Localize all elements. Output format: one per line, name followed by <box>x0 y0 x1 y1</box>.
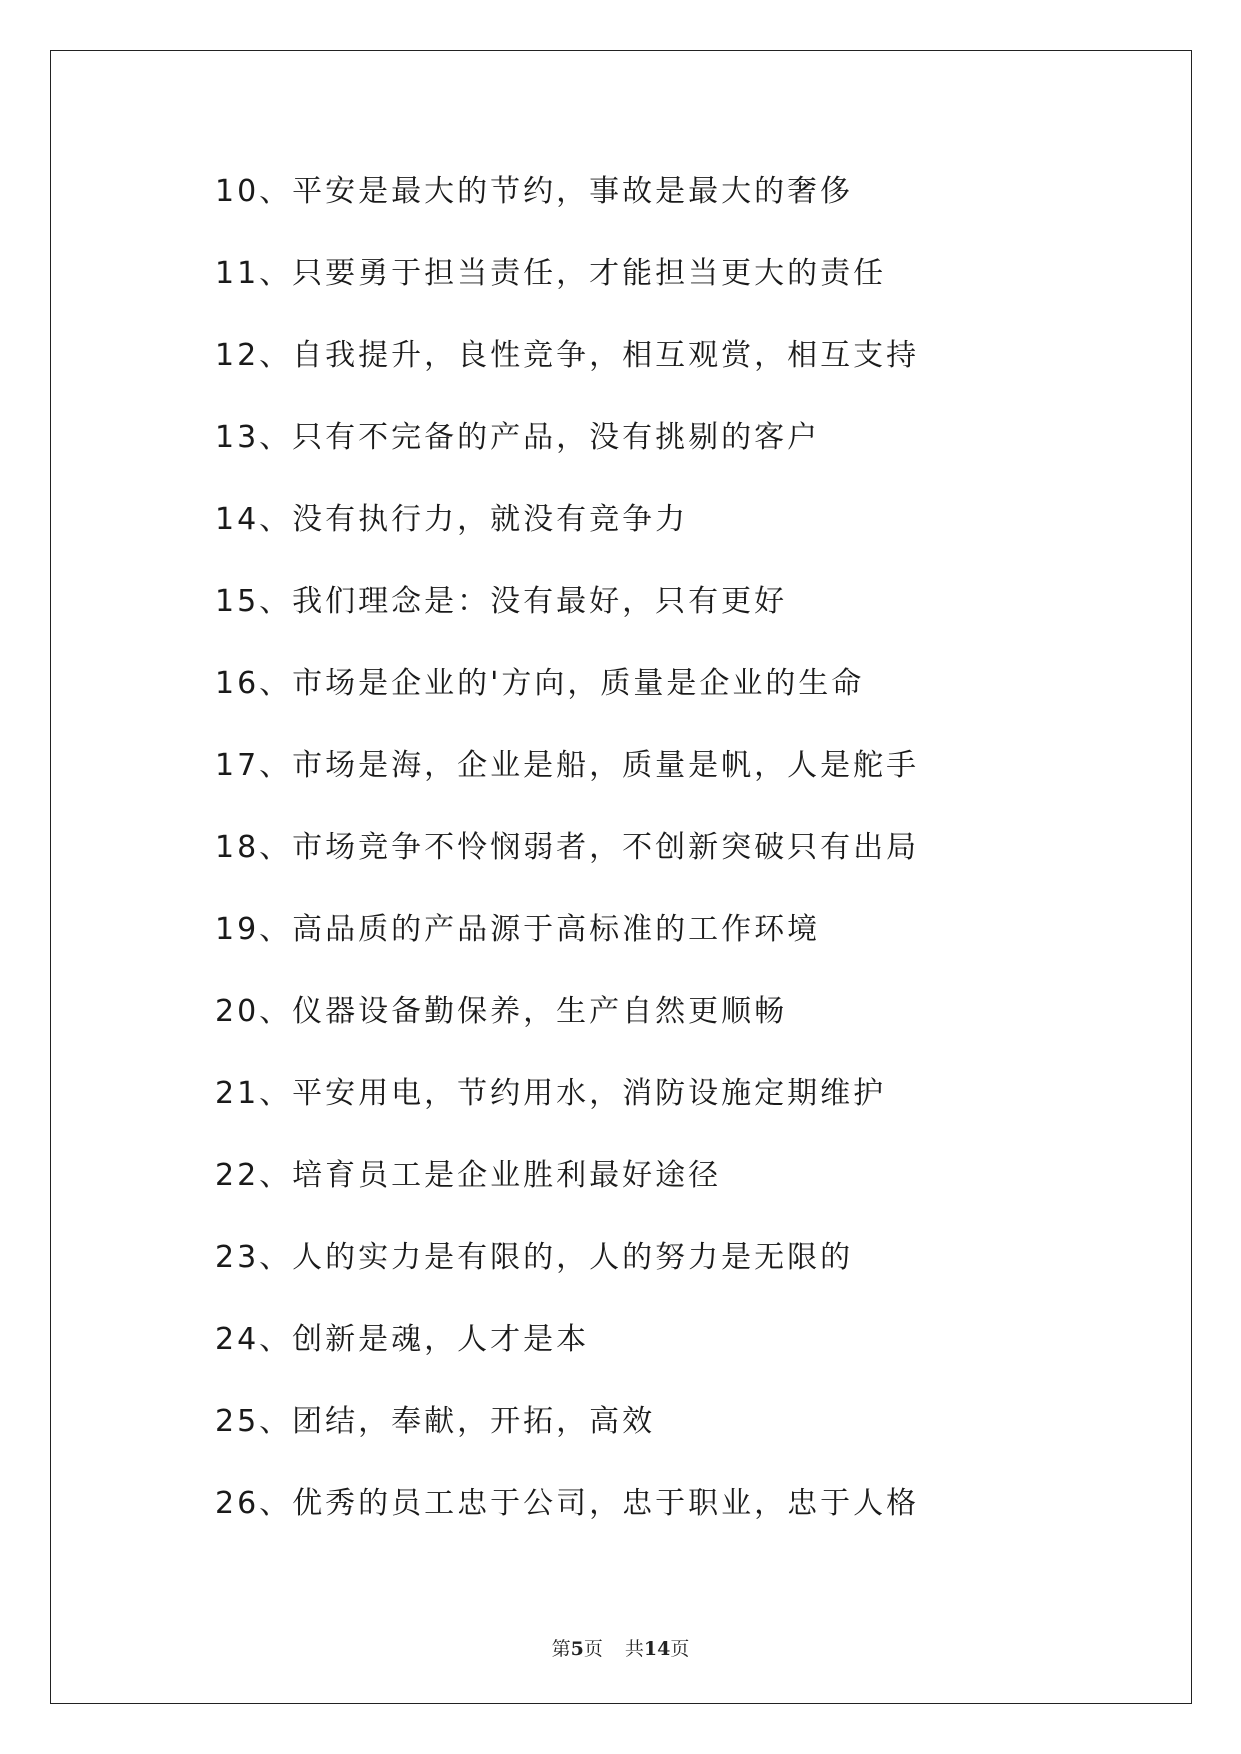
slogan-line: 19、高品质的产品源于高标准的工作环境 <box>215 912 821 947</box>
slogan-line: 11、只要勇于担当责任，才能担当更大的责任 <box>215 256 887 291</box>
slogan-line: 24、创新是魂，人才是本 <box>215 1322 590 1357</box>
slogan-line: 20、仪器设备勤保养，生产自然更顺畅 <box>215 994 788 1029</box>
total-pages: 14 <box>643 1638 671 1660</box>
slogan-list <box>215 170 919 1564</box>
page-suffix: 页 <box>583 1638 603 1660</box>
slogan-line: 23、人的实力是有限的，人的努力是无限的 <box>215 1240 854 1275</box>
slogan-line: 12、自我提升，良性竞争，相互观赏，相互支持 <box>215 338 920 373</box>
slogan-line: 17、市场是海，企业是船，质量是帆，人是舵手 <box>215 748 920 783</box>
slogan-line: 18、市场竞争不怜悯弱者，不创新突破只有出局 <box>215 830 920 865</box>
slogan-line: 13、只有不完备的产品，没有挑剔的客户 <box>215 420 821 455</box>
slogan-line: 21、平安用电，节约用水，消防设施定期维护 <box>215 1076 887 1111</box>
page-footer <box>0 1634 1241 1661</box>
slogan-line: 25、团结，奉献，开拓，高效 <box>215 1404 656 1439</box>
slogan-line: 22、培育员工是企业胜利最好途径 <box>215 1158 722 1193</box>
slogan-line: 14、没有执行力，就没有竞争力 <box>215 502 689 537</box>
slogan-line: 15、我们理念是：没有最好，只有更好 <box>215 584 788 619</box>
total-prefix: 共 <box>624 1638 644 1660</box>
slogan-line: 10、平安是最大的节约，事故是最大的奢侈 <box>215 174 854 209</box>
total-suffix: 页 <box>670 1638 690 1660</box>
slogan-line: 16、市场是企业的'方向，质量是企业的生命 <box>215 666 865 701</box>
page-prefix: 第 <box>551 1638 571 1660</box>
page-number: 5 <box>570 1638 584 1660</box>
slogan-line: 26、优秀的员工忠于公司，忠于职业，忠于人格 <box>215 1486 920 1521</box>
